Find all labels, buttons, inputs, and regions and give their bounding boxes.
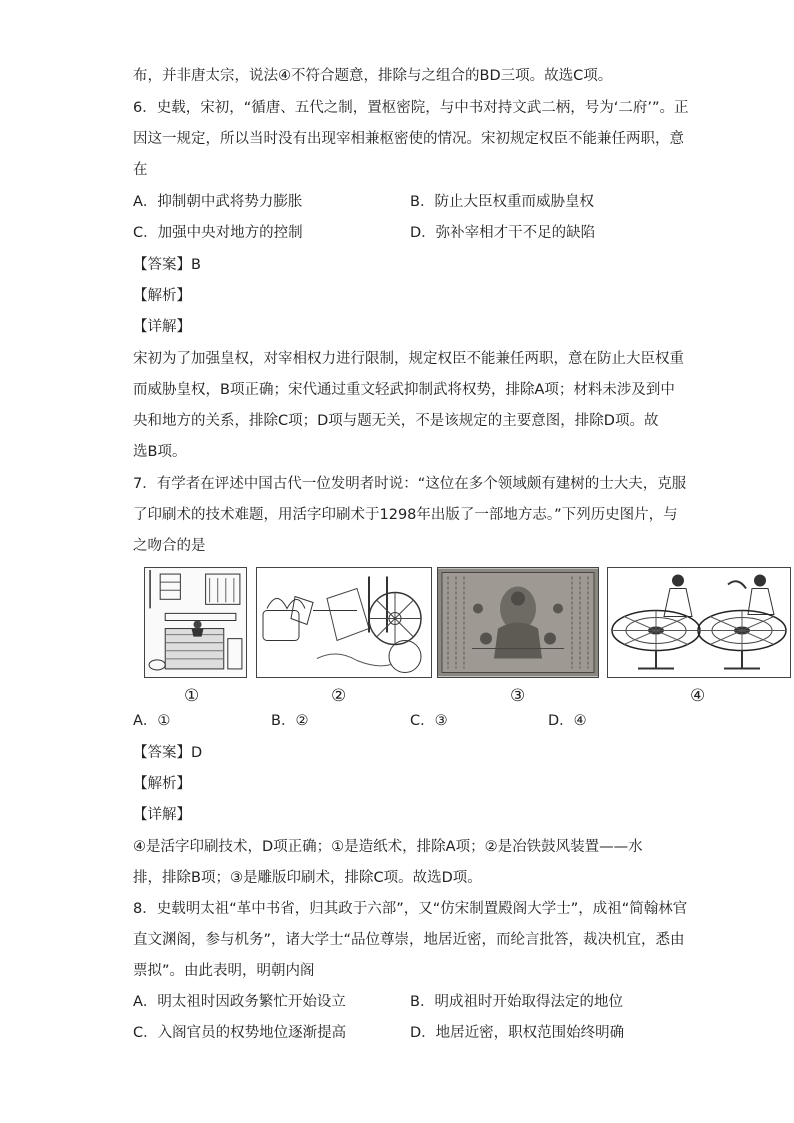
q8-option-c: C．入阁官员的权势地位逐渐提高 [133, 1025, 347, 1041]
q7-explanation-line-1: ④是活字印刷技术，D项正确；①是造纸术，排除A项；②是冶铁鼓风装置——水 [133, 839, 643, 855]
q8-option-d: D．地居近密，职权范围始终明确 [410, 1025, 625, 1041]
q8-stem-line-2: 直文渊阁，参与机务”，诸大学士“品位尊崇，地居近密，而纶言批答，裁决机宜，悉由 [133, 932, 685, 948]
q7-stem-line-1: 7．有学者在评述中国古代一位发明者时说：“这位在多个领域颇有建树的士大夫，克服 [133, 476, 687, 492]
q7-stem-line-2: 了印刷术的技术难题，用活字印刷术于1298年出版了一部地方志。”下列历史图片，与 [133, 507, 678, 523]
q7-analysis-heading: 【解析】 [133, 776, 191, 792]
q6-stem-line-1: 6．史载，宋初，“循唐、五代之制，置枢密院，与中书对持文武二柄，号为‘二府’”。正 [133, 100, 689, 116]
q7-stem-line-3: 之吻合的是 [133, 538, 206, 554]
q8-option-a: A．明太祖时因政务繁忙开始设立 [133, 994, 346, 1010]
figure-4-caption: ④ [690, 686, 706, 706]
q8-stem-line-3: 票拟”。由此表明，明朝内阁 [133, 963, 315, 979]
q7-option-d: D．④ [548, 713, 587, 729]
q7-option-c: C．③ [410, 713, 448, 729]
q6-option-c: C．加强中央对地方的控制 [133, 225, 303, 241]
q6-option-a: A．抑制朝中武将势力膨胀 [133, 194, 303, 210]
rotating-type-wheel-illustration [607, 567, 791, 678]
q6-option-b: B．防止大臣权重而威胁皇权 [410, 194, 594, 210]
q6-answer: 【答案】B [133, 257, 201, 273]
water-bellows-illustration [256, 567, 432, 678]
q6-explanation-line-1: 宋初为了加强皇权，对宰相权力进行限制，规定权臣不能兼任两职，意在防止大臣权重 [133, 351, 684, 367]
q8-stem-line-1: 8．史载明太祖“革中书省，归其政于六部”，又“仿宋制置殿阁大学士”，成祖“简翰林官 [133, 901, 688, 917]
woodblock-print-illustration [437, 567, 599, 678]
q8-option-b: B．明成祖时开始取得法定的地位 [410, 994, 623, 1010]
q6-stem-line-3: 在 [133, 162, 148, 178]
q5-tail-text: 布，并非唐太宗，说法④不符合题意，排除与之组合的BD三项。故选C项。 [133, 68, 613, 84]
q7-answer: 【答案】D [133, 745, 203, 761]
q6-stem-line-2: 因这一规定，所以当时没有出现宰相兼枢密使的情况。宋初规定权臣不能兼任两职，意 [133, 131, 684, 147]
q7-option-a: A．① [133, 713, 171, 729]
q6-explanation-line-4: 选B项。 [133, 444, 187, 460]
q6-detail-heading: 【详解】 [133, 319, 191, 335]
q7-explanation-line-2: 排，排除B项；③是雕版印刷术，排除C项。故选D项。 [133, 870, 482, 886]
q6-explanation-line-2: 而威胁皇权，B项正确；宋代通过重文轻武抑制武将权势，排除A项；材料未涉及到中 [133, 382, 675, 398]
figure-1-caption: ① [184, 686, 200, 706]
q7-detail-heading: 【详解】 [133, 807, 191, 823]
figure-2-caption: ② [331, 686, 347, 706]
q7-option-b: B．② [271, 713, 309, 729]
figure-3-caption: ③ [510, 686, 526, 706]
q6-explanation-line-3: 央和地方的关系，排除C项；D项与题无关，不是该规定的主要意图，排除D项。故 [133, 413, 659, 429]
q6-analysis-heading: 【解析】 [133, 288, 191, 304]
q6-option-d: D．弥补宰相才干不足的缺陷 [410, 225, 596, 241]
papermaking-illustration [144, 567, 247, 678]
